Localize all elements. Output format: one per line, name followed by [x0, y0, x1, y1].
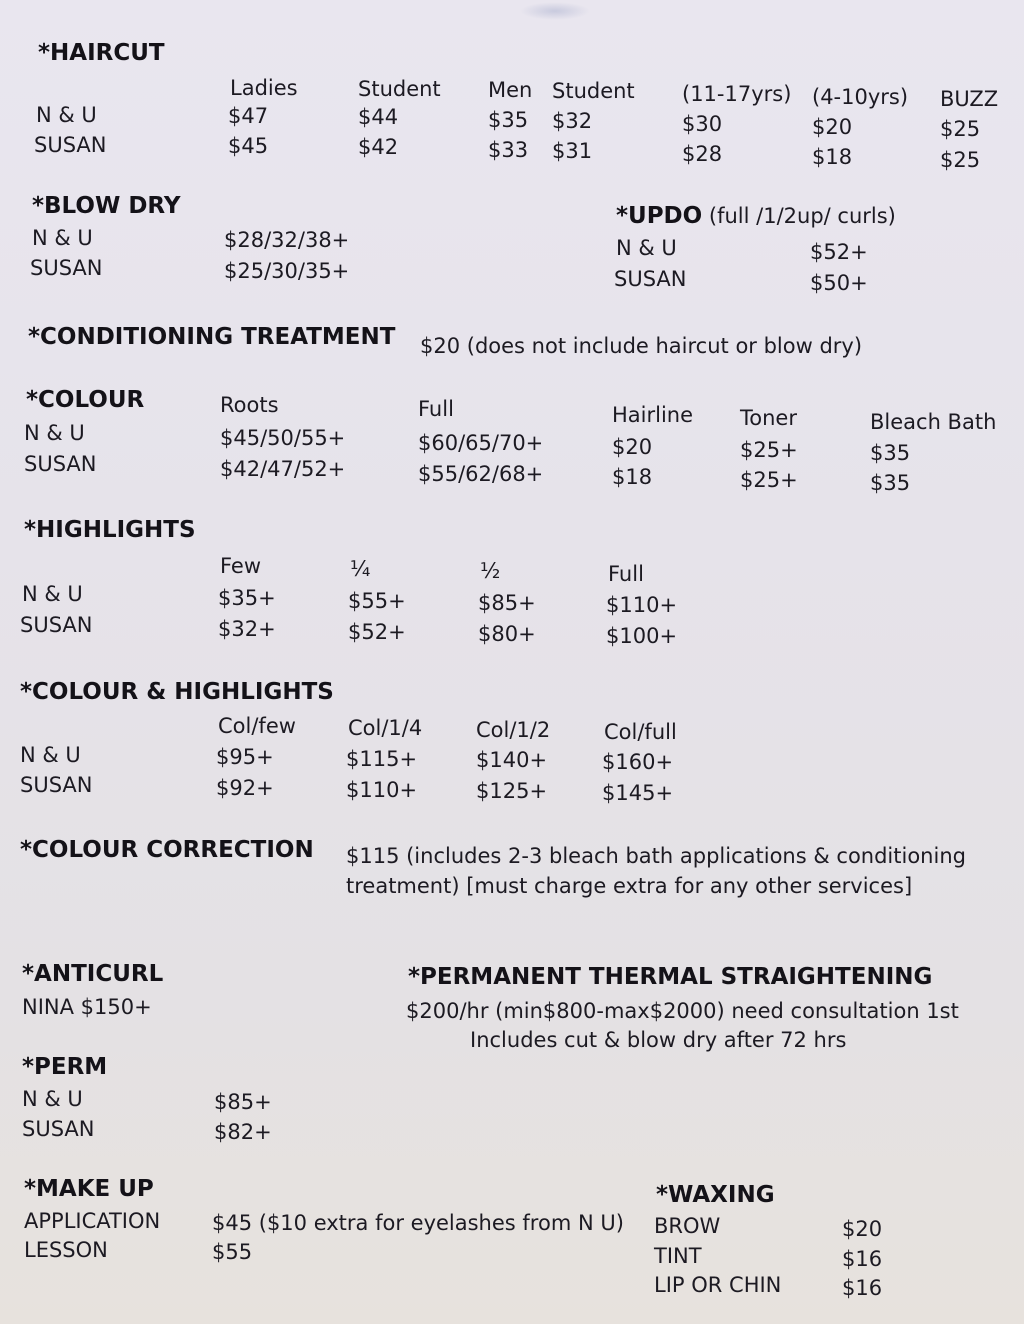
perm-row-name: SUSAN — [22, 1117, 95, 1141]
colour-header: Bleach Bath — [870, 410, 997, 434]
haircut-price: $18 — [812, 145, 853, 169]
highlights-price: $110+ — [606, 593, 678, 617]
haircut-price: $33 — [488, 138, 529, 162]
waxing-price: $16 — [842, 1276, 883, 1300]
colour-correction-title: *COLOUR CORRECTION — [20, 837, 314, 863]
highlights-price: $32+ — [218, 617, 276, 641]
haircut-price: $25 — [940, 117, 981, 141]
makeup-row-name: APPLICATION — [24, 1209, 161, 1233]
colour-highlights-price: $145+ — [602, 781, 674, 805]
highlights-price: $80+ — [478, 622, 536, 646]
colour-price: $18 — [612, 465, 653, 489]
colour-highlights-price: $125+ — [476, 779, 548, 803]
haircut-price: $30 — [682, 112, 723, 136]
perm-title: *PERM — [22, 1054, 108, 1080]
highlights-price: $52+ — [348, 620, 406, 644]
perm-price: $82+ — [214, 1120, 272, 1144]
haircut-title: *HAIRCUT — [38, 40, 165, 66]
blow-dry-price: $28/32/38+ — [224, 228, 350, 252]
straightening-line2: Includes cut & blow dry after 72 hrs — [470, 1028, 847, 1052]
updo-heading — [616, 205, 896, 228]
colour-highlights-price: $92+ — [216, 776, 274, 800]
colour-price: $20 — [612, 435, 653, 459]
colour-header: Toner — [740, 406, 797, 430]
haircut-price: $31 — [552, 139, 593, 163]
haircut-price: $32 — [552, 109, 593, 133]
colour-highlights-row-name: SUSAN — [20, 773, 93, 797]
highlights-title: *HIGHLIGHTS — [24, 517, 196, 543]
highlights-header: ½ — [480, 559, 501, 583]
colour-highlights-price: $115+ — [346, 747, 418, 771]
straightening-line1: $200/hr (min$800-max$2000) need consultation 1st — [406, 999, 959, 1023]
updo-subtitle: (full /1/2up/ curls) — [708, 204, 896, 228]
waxing-price: $16 — [842, 1247, 883, 1271]
haircut-price: $42 — [358, 135, 399, 159]
conditioning-title: *CONDITIONING TREATMENT — [28, 324, 396, 350]
colour-price: $25+ — [740, 468, 798, 492]
waxing-row-name: LIP OR CHIN — [654, 1273, 782, 1297]
colour-header: Hairline — [612, 403, 694, 427]
colour-header: Roots — [220, 393, 279, 417]
haircut-price: $25 — [940, 148, 981, 172]
colour-highlights-price: $140+ — [476, 748, 548, 772]
colour-row-name: SUSAN — [24, 452, 97, 476]
haircut-header-4-10: (4-10yrs) — [812, 85, 909, 109]
colour-highlights-title: *COLOUR & HIGHLIGHTS — [20, 679, 334, 705]
colour-price: $35 — [870, 441, 911, 465]
perm-row-name: N & U — [22, 1087, 83, 1111]
haircut-price: $47 — [228, 104, 269, 128]
haircut-header-student: Student — [358, 77, 441, 101]
highlights-header: Full — [608, 562, 644, 586]
colour-price: $45/50/55+ — [220, 426, 346, 450]
colour-highlights-row-name: N & U — [20, 743, 81, 767]
colour-price: $42/47/52+ — [220, 457, 346, 481]
colour-highlights-header: Col/few — [218, 714, 296, 738]
highlights-price: $85+ — [478, 591, 536, 615]
waxing-price: $20 — [842, 1217, 883, 1241]
updo-row-name: N & U — [616, 236, 677, 260]
haircut-header-ladies: Ladies — [230, 76, 298, 100]
haircut-header-11-17: (11-17yrs) — [682, 82, 792, 106]
blow-dry-price: $25/30/35+ — [224, 259, 350, 283]
haircut-header-student-men: Student — [552, 79, 635, 103]
highlights-price: $55+ — [348, 589, 406, 613]
haircut-header-buzz: BUZZ — [940, 87, 999, 111]
waxing-row-name: BROW — [654, 1214, 721, 1238]
highlights-header: Few — [220, 554, 262, 578]
highlights-header: ¼ — [350, 557, 371, 581]
makeup-price: $45 ($10 extra for eyelashes from N U) — [212, 1211, 624, 1235]
updo-row-name: SUSAN — [614, 267, 687, 291]
haircut-price: $45 — [228, 134, 269, 158]
colour-price: $60/65/70+ — [418, 431, 544, 455]
colour-highlights-price: $160+ — [602, 750, 674, 774]
updo-title: *UPDO — [616, 203, 703, 229]
anticurl-line: NINA $150+ — [22, 995, 152, 1019]
waxing-row-name: TINT — [654, 1244, 702, 1268]
colour-highlights-header: Col/1/2 — [476, 718, 551, 742]
colour-price: $35 — [870, 471, 911, 495]
colour-header: Full — [418, 397, 454, 421]
colour-highlights-price: $95+ — [216, 745, 274, 769]
highlights-price: $35+ — [218, 586, 276, 610]
colour-highlights-price: $110+ — [346, 778, 418, 802]
colour-row-name: N & U — [24, 421, 85, 445]
updo-price: $52+ — [810, 240, 868, 264]
colour-highlights-header: Col/full — [604, 720, 677, 744]
haircut-row-name: N & U — [36, 103, 97, 127]
colour-price: $25+ — [740, 438, 798, 462]
haircut-price: $35 — [488, 108, 529, 132]
anticurl-title: *ANTICURL — [22, 961, 164, 987]
colour-title: *COLOUR — [26, 387, 145, 413]
colour-price: $55/62/68+ — [418, 462, 544, 486]
blow-dry-title: *BLOW DRY — [32, 193, 181, 219]
haircut-row-name: SUSAN — [34, 133, 107, 157]
highlights-row-name: N & U — [22, 582, 83, 606]
colour-correction-line2: treatment) [must charge extra for any other services] — [346, 874, 913, 898]
makeup-title: *MAKE UP — [24, 1176, 154, 1202]
perm-price: $85+ — [214, 1090, 272, 1114]
conditioning-text: $20 (does not include haircut or blow dry) — [420, 334, 863, 358]
haircut-price: $20 — [812, 115, 853, 139]
updo-price: $50+ — [810, 271, 868, 295]
highlights-row-name: SUSAN — [20, 613, 93, 637]
colour-highlights-header: Col/1/4 — [348, 716, 423, 740]
haircut-price: $44 — [358, 105, 399, 129]
haircut-header-men: Men — [488, 78, 533, 102]
makeup-row-name: LESSON — [24, 1238, 108, 1262]
makeup-price: $55 — [212, 1240, 253, 1264]
colour-correction-line1: $115 (includes 2-3 bleach bath applications & conditioning — [346, 844, 966, 868]
haircut-price: $28 — [682, 142, 723, 166]
highlights-price: $100+ — [606, 624, 678, 648]
blow-dry-row-name: N & U — [32, 226, 93, 250]
paper-smudge — [520, 2, 590, 20]
blow-dry-row-name: SUSAN — [30, 256, 103, 280]
waxing-title: *WAXING — [656, 1182, 775, 1208]
straightening-title: *PERMANENT THERMAL STRAIGHTENING — [408, 964, 933, 990]
